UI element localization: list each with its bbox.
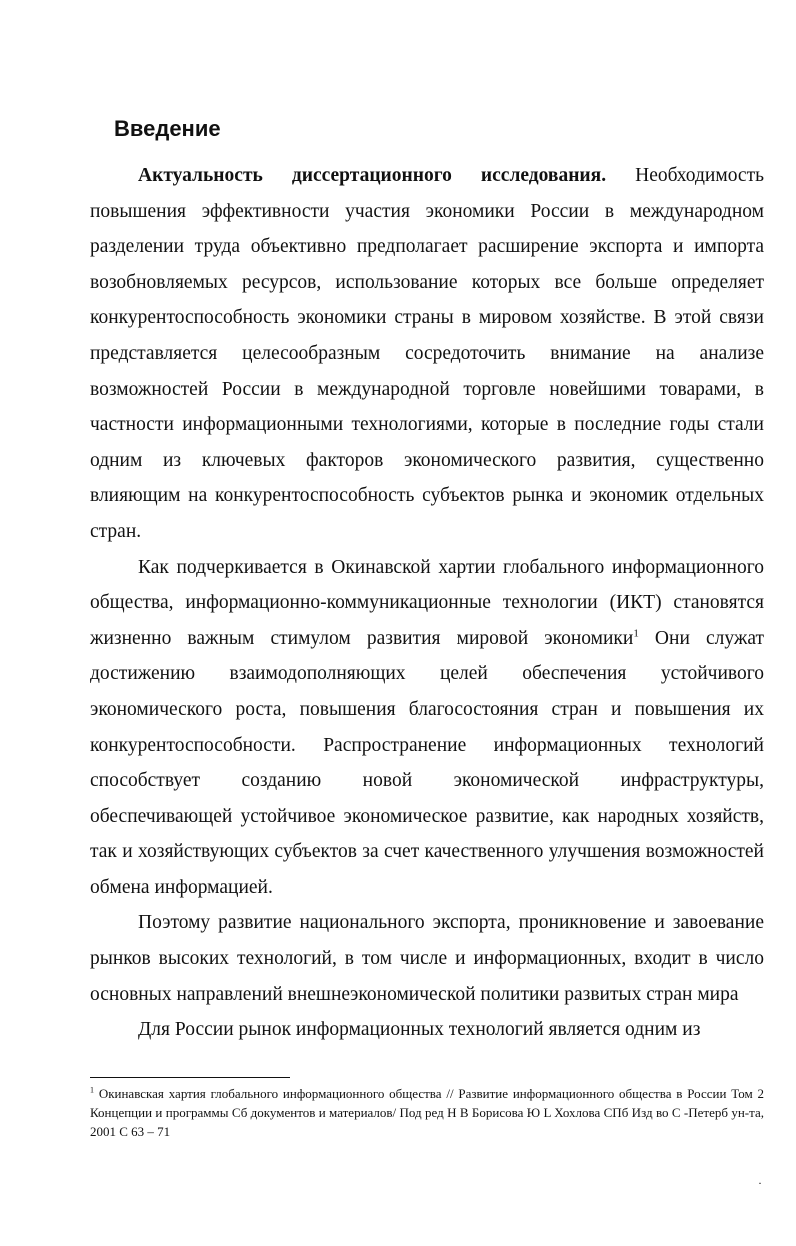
- paragraph-3-text: Поэтому развитие национального экспорта, проникновение и завоевание рынков высоких технологий, в том числе и информационных, входит в число основных направлений внешнеэкономической политики развитых стран мира: [90, 912, 764, 1005]
- paragraph-1-bold-lead: Актуальность диссертационного исследования.: [138, 165, 607, 186]
- paragraph-1-text: Необходимость повышения эффективности участия экономики России в международном разделении труда объективно предполагает расширение экспорта и импорта возобновляемых ресурсов, использование которых все больше определяет конкурентоспособность экономики страны в мировом хозяйстве. В этой связи представляется целесообразным сосредоточить внимание на анализе возможностей России в международной торговле новейшими товарами, в частности информационными технологиями, которые в последние годы стали одним из ключевых факторов экономического развития, существенно влияющим на конкурентоспособность субъектов рынка и экономик отдельных стран.: [90, 165, 764, 542]
- page-title: Введение: [114, 116, 221, 141]
- footnote-divider: [90, 1077, 290, 1078]
- paragraph-3: [90, 905, 764, 1012]
- footnote-number: 1: [90, 1085, 94, 1095]
- paragraph-4: [90, 1012, 764, 1048]
- paragraph-4-text: Для России рынок информационных технологий является одним из: [138, 1019, 701, 1041]
- footnote-reference[interactable]: 1: [633, 627, 639, 640]
- paragraph-2: [90, 550, 764, 906]
- paragraph-2-text-before-ref: Как подчеркивается в Окинавской хартии глобального информационного общества, информационно-коммуникационные технологии (ИКТ) становятся жизненно важным стимулом развития мировой экономики: [90, 556, 764, 649]
- paragraph-2-text-after-ref: Они служат достижению взаимодополняющих целей обеспечения устойчивого экономического роста, повышения благосостояния стран и повышения их конкурентоспособности. Распространение информационных технологий способствует созданию новой экономической инфраструктуры, обеспечивающей устойчивое экономическое развитие, как народных хозяйств, так и хозяйствующих субъектов за счет качественного улучшения возможностей обмена информацией.: [90, 627, 764, 898]
- page-mark: ·: [758, 1176, 762, 1190]
- paragraph-1: [90, 158, 764, 550]
- body-text: [90, 158, 764, 1048]
- footnote-text: Окинавская хартия глобального информационного общества // Развитие информационного общества в России Том 2 Концепции и программы Сб документов и материалов/ Под ред Н В Борисова Ю L Хохлова СПб Изд во С -Петерб ун-та, 2001 С 63 – 71: [90, 1086, 764, 1139]
- footnote: [90, 1084, 764, 1141]
